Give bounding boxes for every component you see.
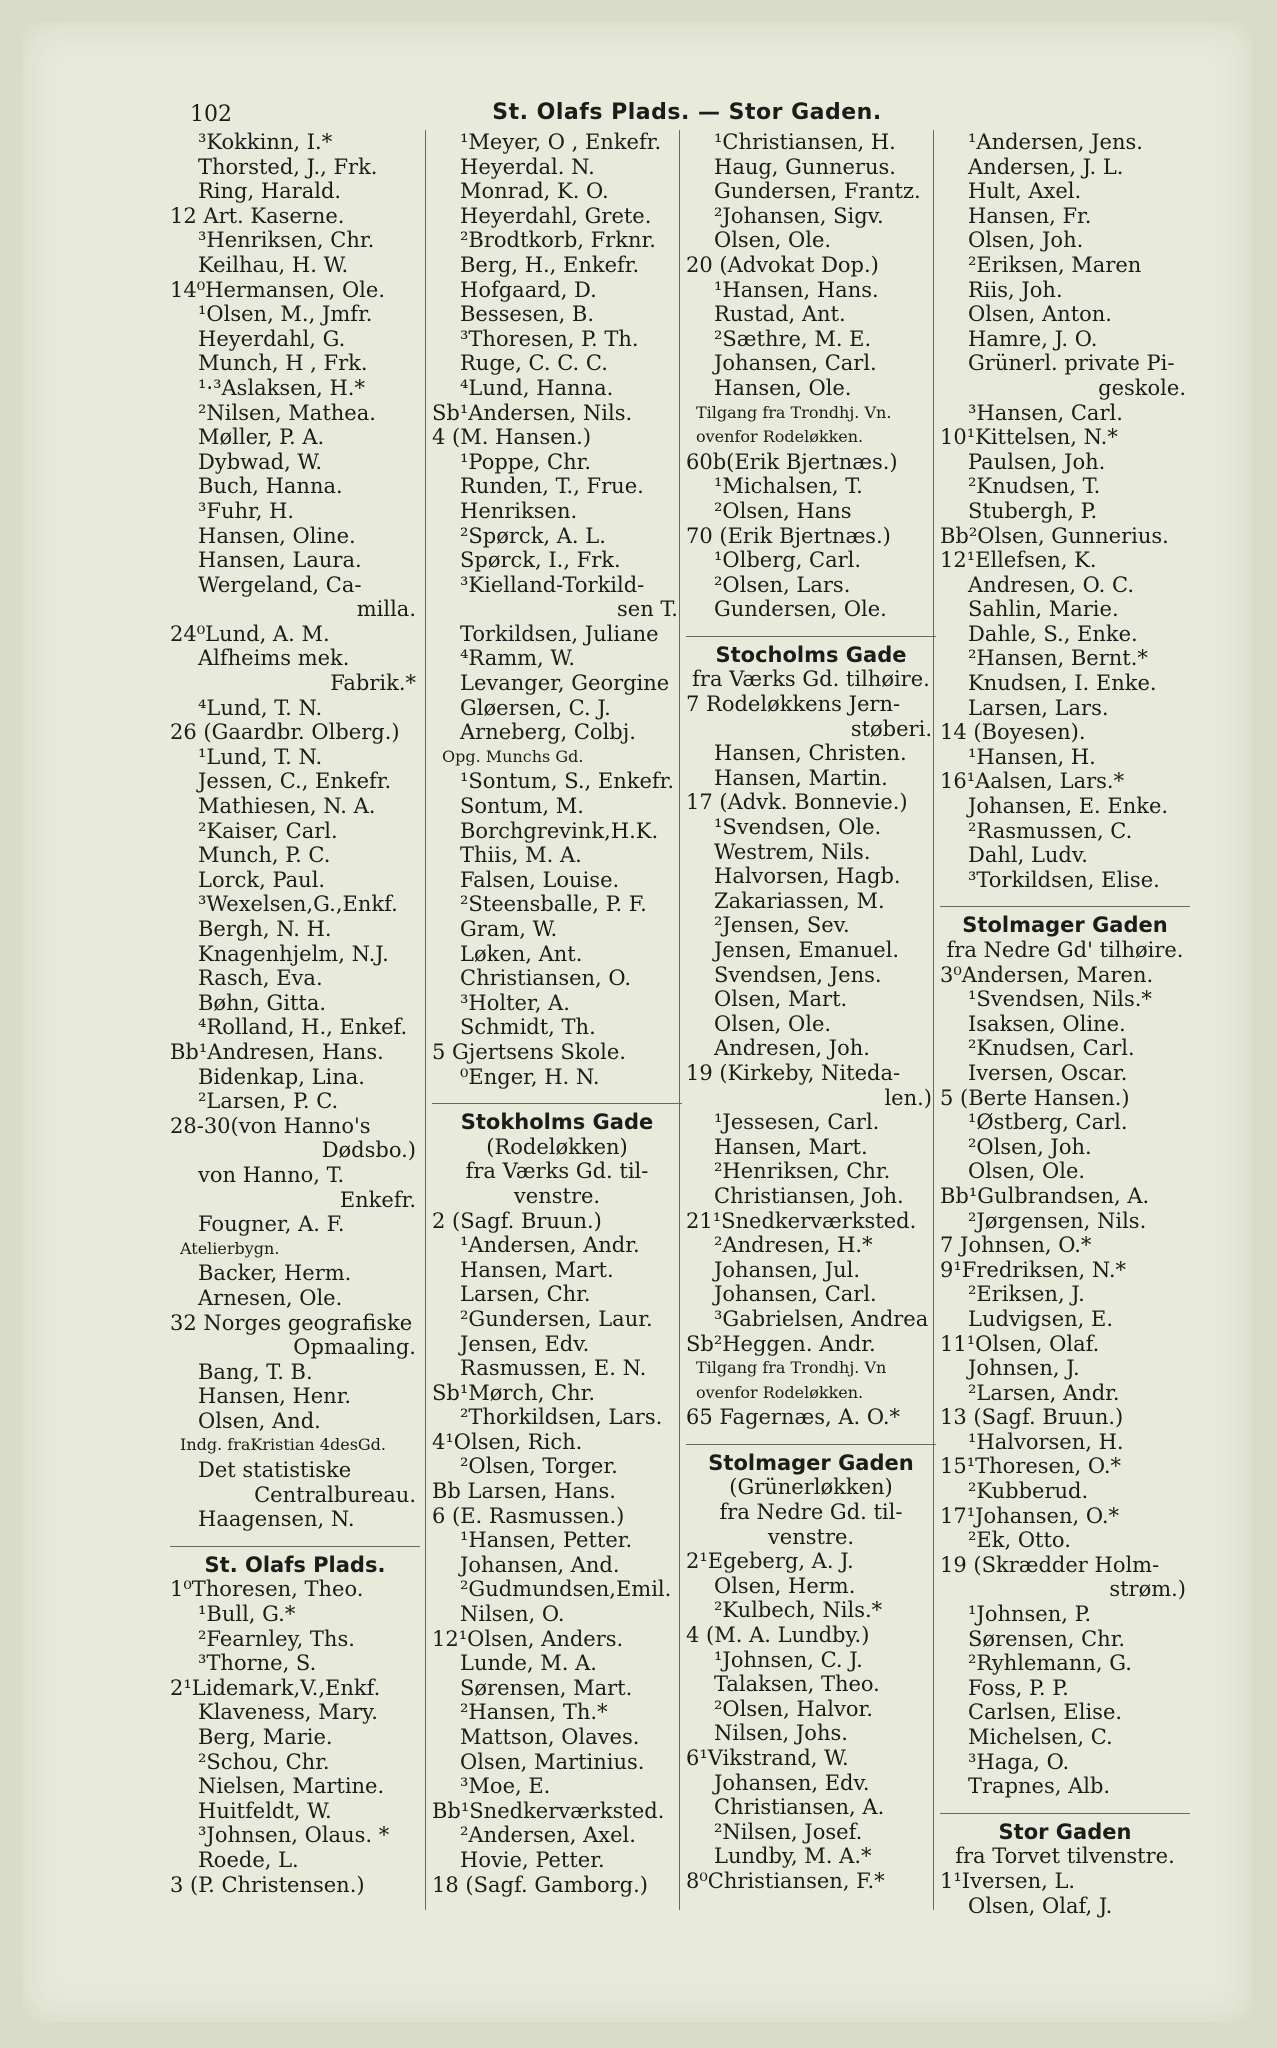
resident-entry: Olsen, Ole.	[714, 228, 832, 253]
address-entry: 1⁰Thoresen, Theo.	[170, 1577, 364, 1602]
resident-entry: Ludvigsen, E.	[968, 1306, 1114, 1331]
address-entry: 70 (Erik Bjertnæs.)	[686, 523, 891, 548]
column-divider	[933, 130, 934, 1910]
resident-entry: Johansen, E. Enke.	[968, 794, 1169, 819]
resident-entry: ¹Hansen, H.	[968, 744, 1096, 769]
resident-entry: ³Moe, E.	[460, 1774, 551, 1799]
address-entry: 8⁰Christiansen, F.*	[686, 1868, 885, 1893]
address-entry: 21¹Snedkerværksted.	[686, 1208, 917, 1233]
resident-entry: Hofgaard, D.	[460, 277, 597, 302]
resident-entry: Olsen, Mart.	[714, 987, 848, 1012]
resident-entry: ²Hansen, Bernt.*	[968, 646, 1148, 671]
resident-entry: ⁴Ramm, W.	[460, 646, 575, 671]
address-entry: 6 (E. Rasmussen.)	[432, 1503, 625, 1528]
resident-entry: ²Gudmundsen,Emil.	[460, 1577, 672, 1602]
resident-entry: Gram, W.	[460, 917, 558, 941]
resident-entry: Arnesen, Ole.	[198, 1285, 343, 1310]
resident-entry: Runden, T., Frue.	[460, 474, 644, 499]
column-divider	[425, 130, 426, 1910]
resident-entry: Foss, P. P.	[968, 1675, 1069, 1700]
resident-entry: Iversen, Oscar.	[968, 1060, 1128, 1085]
address-entry: 16¹Aalsen, Lars.*	[940, 769, 1125, 794]
resident-entry: ²Kaiser, Carl.	[198, 818, 338, 843]
resident-entry: Hansen, Fr.	[968, 203, 1092, 228]
resident-entry: Lunde, M. A.	[460, 1651, 597, 1676]
resident-entry: Dahl, Ludv.	[968, 843, 1088, 868]
street-heading: Stokholms Gade	[432, 1103, 682, 1135]
address-entry: 17 (Advk. Bonnevie.)	[686, 790, 908, 815]
continuation-line: Dødsbo.)	[321, 1138, 416, 1163]
resident-entry: ²Thorkildsen, Lars.	[460, 1405, 663, 1430]
address-entry: 11¹Olsen, Olaf.	[940, 1331, 1100, 1356]
resident-entry: ³Holter, A.	[460, 990, 570, 1015]
address-entry: 4 (M. A. Lundby.)	[686, 1623, 870, 1648]
resident-entry: ³Johnsen, Olaus. *	[198, 1823, 390, 1848]
address-entry: 1¹Iversen, L.	[940, 1868, 1076, 1893]
resident-entry: ¹·³Aslaksen, H.*	[198, 375, 365, 400]
resident-entry: Sontum, M.	[460, 794, 584, 819]
resident-entry: ²Knudsen, T.	[968, 474, 1101, 499]
resident-entry: ²Steensballe, P. F.	[460, 892, 647, 917]
address-entry: 19 (Kirkeby, Niteda-	[686, 1060, 901, 1085]
resident-entry: ²Eriksen, J.	[968, 1282, 1085, 1307]
address-entry: 4¹Olsen, Rich.	[432, 1429, 583, 1454]
resident-entry: Haug, Gunnerus.	[714, 154, 896, 179]
resident-entry: Rustad, Ant.	[714, 302, 846, 327]
resident-entry: Det statistiske	[198, 1458, 352, 1483]
resident-entry: ³Haga, O.	[968, 1749, 1070, 1774]
resident-entry: Wergeland, Ca-	[198, 572, 362, 597]
resident-entry: Berg, H., Enkefr.	[460, 252, 640, 277]
resident-entry: ²Knudsen, Carl.	[968, 1036, 1135, 1061]
resident-entry: Munch, P. C.	[198, 843, 331, 868]
resident-entry: Mattson, Olaves.	[460, 1725, 640, 1749]
address-entry: 7 Johnsen, O.*	[940, 1233, 1092, 1258]
resident-entry: ³Gabrielsen, Andrea	[714, 1306, 929, 1331]
resident-entry: Haagensen, N.	[198, 1507, 355, 1532]
address-entry: 13 (Sagf. Bruun.)	[940, 1405, 1124, 1430]
resident-entry: Mathiesen, N. A.	[198, 794, 376, 819]
resident-entry: Schmidt, Th.	[460, 1015, 596, 1040]
resident-entry: Rasmussen, E. N.	[460, 1356, 647, 1381]
resident-entry: ¹Christiansen, H.	[714, 130, 896, 154]
resident-entry: Jensen, Emanuel.	[714, 938, 900, 962]
resident-entry: Andresen, Joh.	[714, 1036, 870, 1061]
resident-entry: ³Thorne, S.	[198, 1651, 317, 1676]
address-entry: 3⁰Andersen, Maren.	[940, 962, 1154, 987]
resident-entry: ³Fuhr, H.	[198, 498, 295, 523]
address-entry: 5 Gjertsens Skole.	[432, 1039, 626, 1064]
resident-entry: ²Eriksen, Maren	[968, 252, 1142, 277]
street-note: fra Værks Gd. tilhøire.	[692, 667, 930, 692]
address-entry: Bb²Olsen, Gunnerius.	[940, 523, 1169, 548]
resident-entry: Ring, Harald.	[198, 179, 342, 204]
street-note: fra Torvet tilvenstre.	[955, 1844, 1175, 1869]
address-entry: 12¹Olsen, Anders.	[432, 1626, 624, 1651]
street-note: fra Nedre Gd. til-	[719, 1500, 903, 1525]
resident-entry: Hansen, Mart.	[714, 1134, 868, 1159]
address-entry: 3 (P. Christensen.)	[170, 1872, 365, 1897]
page-number: 102	[190, 102, 232, 127]
resident-entry: ¹Johnsen, C. J.	[714, 1647, 863, 1672]
resident-entry: ⁰Enger, H. N.	[460, 1064, 600, 1089]
address-entry: 24⁰Lund, A. M.	[170, 621, 330, 646]
continuation-line: støberi.	[850, 716, 932, 741]
resident-entry: ¹Andersen, Andr.	[460, 1233, 640, 1258]
address-entry: 12¹Ellefsen, K.	[940, 548, 1097, 573]
resident-entry: ³Kokkinn, I.*	[198, 130, 333, 154]
resident-entry: ¹Svendsen, Ole.	[714, 815, 882, 840]
address-entry: 20 (Advokat Dop.)	[686, 252, 879, 277]
resident-entry: ¹Hansen, Petter.	[460, 1528, 633, 1553]
resident-entry: Arneberg, Colbj.	[460, 720, 636, 745]
resident-entry: Olsen, Martinius.	[460, 1749, 645, 1774]
resident-entry: Hansen, Martin.	[714, 765, 888, 790]
resident-entry: Monrad, K. O.	[460, 179, 609, 204]
resident-entry: ¹Olsen, M., Jmfr.	[198, 302, 373, 327]
resident-entry: von Hanno, T.	[198, 1162, 345, 1187]
resident-entry: ²Olsen, Joh.	[968, 1134, 1092, 1159]
note-line: Tilgang fra Trondhj. Vn	[696, 1358, 887, 1378]
address-entry: 2 (Sagf. Bruun.)	[432, 1208, 602, 1233]
street-note: venstre.	[767, 1524, 855, 1549]
resident-entry: Huitfeldt, W.	[198, 1798, 332, 1823]
resident-entry: Ruge, C. C. C.	[460, 351, 608, 376]
resident-entry: Løken, Ant.	[460, 941, 583, 966]
address-entry: Sb¹Mørch, Chr.	[432, 1380, 596, 1405]
address-entry: 4 (M. Hansen.)	[432, 425, 592, 450]
resident-entry: Andersen, J. L.	[968, 154, 1124, 179]
resident-entry: ²Kubberud.	[968, 1479, 1089, 1504]
resident-entry: ²Olsen, Torger.	[460, 1454, 618, 1479]
resident-entry: ²Nilsen, Josef.	[714, 1819, 863, 1844]
column-4	[940, 130, 1190, 1918]
resident-entry: Johnsen, J.	[968, 1356, 1080, 1381]
street-heading: Stor Gaden	[940, 1813, 1190, 1845]
note-line: ovenfor Rodeløkken.	[696, 1382, 864, 1402]
resident-entry: ²Schou, Chr.	[198, 1749, 330, 1774]
street-heading: St. Olafs Plads.	[170, 1546, 420, 1578]
resident-entry: Olsen, Ole.	[968, 1159, 1086, 1184]
resident-entry: Hansen, Ole.	[714, 375, 852, 400]
resident-entry: ²Ryhlemann, G.	[968, 1651, 1132, 1676]
resident-entry: Larsen, Chr.	[460, 1282, 591, 1307]
resident-entry: Heyerdal. N.	[460, 154, 595, 179]
resident-entry: Halvorsen, Hagb.	[714, 864, 901, 889]
resident-entry: Westrem, Nils.	[714, 839, 871, 864]
column-1	[170, 130, 420, 1897]
resident-entry: ¹Olberg, Carl.	[714, 548, 862, 573]
address-entry: 26 (Gaardbr. Olberg.)	[170, 720, 400, 745]
continuation-line: len.)	[884, 1085, 932, 1110]
resident-entry: Johansen, And.	[460, 1552, 620, 1577]
resident-entry: Roede, L.	[198, 1847, 299, 1872]
resident-entry: Thorsted, J., Frk.	[198, 154, 378, 179]
address-entry: 18 (Sagf. Gamborg.)	[432, 1872, 648, 1897]
address-entry: 6¹Vikstrand, W.	[686, 1746, 849, 1770]
resident-entry: ¹Johnsen, P.	[968, 1602, 1092, 1627]
address-entry: 2¹Lidemark,V.,Enkf.	[170, 1675, 381, 1700]
resident-entry: Munch, H , Frk.	[198, 351, 368, 376]
resident-entry: Bergh, N. H.	[198, 917, 332, 941]
resident-entry: Stubergh, P.	[968, 498, 1098, 523]
street-heading: Stolmager Gaden	[940, 906, 1190, 938]
resident-entry: Gundersen, Ole.	[714, 597, 887, 622]
resident-entry: Fougner, A. F.	[198, 1212, 345, 1237]
address-entry: 2¹Egeberg, A. J.	[686, 1549, 854, 1574]
resident-entry: Bessesen, B.	[460, 302, 595, 327]
note-line: ovenfor Rodeløkken.	[696, 427, 864, 447]
resident-entry: Gundersen, Frantz.	[714, 179, 921, 204]
resident-entry: Andresen, O. C.	[968, 572, 1135, 597]
resident-entry: Bøhn, Gitta.	[198, 990, 327, 1015]
address-entry: 32 Norges geografiske	[170, 1310, 413, 1335]
street-note: (Grünerløkken)	[729, 1475, 893, 1500]
resident-entry: Buch, Hanna.	[198, 474, 343, 499]
resident-entry: Jensen, Edv.	[460, 1331, 590, 1356]
resident-entry: Heyerdahl, G.	[198, 326, 346, 351]
resident-entry: Olsen, Ole.	[714, 1011, 832, 1036]
resident-entry: ³Thoresen, P. Th.	[460, 326, 639, 351]
column-2	[432, 130, 682, 1897]
address-entry: 7 Rodeløkkens Jern-	[686, 692, 901, 717]
resident-entry: Christiansen, A.	[714, 1795, 885, 1820]
resident-entry: ²Hansen, Th.*	[460, 1700, 608, 1725]
resident-entry: Heyerdahl, Grete.	[460, 203, 652, 228]
resident-entry: ⁴Lund, Hanna.	[460, 375, 614, 400]
resident-entry: ²Brodtkorb, Frknr.	[460, 228, 656, 253]
note-line: Indg. fraKristian 4desGd.	[180, 1435, 387, 1455]
resident-entry: ²Ek, Otto.	[968, 1528, 1071, 1553]
column-divider	[679, 130, 680, 1910]
resident-entry: Hansen, Christen.	[714, 741, 907, 766]
resident-entry: Hovie, Petter.	[460, 1847, 605, 1872]
resident-entry: Møller, P. A.	[198, 425, 325, 450]
resident-entry: Michelsen, C.	[968, 1725, 1113, 1749]
resident-entry: ²Andresen, H.*	[714, 1233, 873, 1258]
continuation-line: strøm.)	[1109, 1577, 1186, 1602]
resident-entry: ²Kulbech, Nils.*	[714, 1598, 883, 1623]
resident-entry: Johansen, Edv.	[714, 1770, 870, 1795]
resident-entry: Hansen, Oline.	[198, 523, 356, 548]
resident-entry: ²Spørck, A. L.	[460, 523, 606, 548]
street-heading: Stolmager Gaden	[686, 1444, 936, 1476]
resident-entry: ¹Lund, T. N.	[198, 744, 323, 769]
resident-entry: Thiis, M. A.	[460, 843, 582, 868]
resident-entry: Spørck, I., Frk.	[460, 548, 621, 573]
resident-entry: ²Larsen, Andr.	[968, 1380, 1120, 1405]
resident-entry: Gløersen, C. J.	[460, 695, 611, 720]
resident-entry: Knudsen, I. Enke.	[968, 671, 1157, 696]
resident-entry: Nielsen, Martine.	[198, 1774, 385, 1799]
continuation-line: sen T.	[616, 597, 678, 622]
address-entry: 12 Art. Kaserne.	[170, 203, 345, 228]
resident-entry: Olsen, Anton.	[968, 302, 1112, 327]
continuation-line: Centralbureau.	[254, 1482, 416, 1507]
address-entry: Bb Larsen, Hans.	[432, 1479, 616, 1504]
resident-entry: Borchgrevink,H.K.	[460, 818, 659, 843]
resident-entry: ³Torkildsen, Elise.	[968, 867, 1160, 892]
resident-entry: Henriksen.	[460, 498, 578, 523]
address-entry: 19 (Skrædder Holm-	[940, 1552, 1160, 1577]
page-title: St. Olafs Plads. — Stor Gaden.	[492, 100, 882, 125]
resident-entry: Sørensen, Mart.	[460, 1675, 633, 1700]
resident-entry: ²Nilsen, Mathea.	[198, 400, 376, 425]
resident-entry: Sørensen, Chr.	[968, 1626, 1126, 1651]
resident-entry: Larsen, Lars.	[968, 695, 1109, 720]
address-entry: Sb¹Andersen, Nils.	[432, 400, 633, 425]
address-entry: Bb¹Gulbrandsen, A.	[940, 1183, 1150, 1208]
resident-entry: Hansen, Mart.	[460, 1257, 614, 1282]
resident-entry: ²Henriksen, Chr.	[714, 1159, 891, 1184]
resident-entry: Johansen, Carl.	[714, 1282, 877, 1307]
resident-entry: Hansen, Laura.	[198, 548, 362, 573]
street-note: fra Nedre Gd' tilhøire.	[946, 938, 1184, 962]
address-entry: Bb¹Andresen, Hans.	[170, 1039, 384, 1064]
resident-entry: Paulsen, Joh.	[968, 449, 1106, 474]
resident-entry: Olsen, And.	[198, 1408, 321, 1433]
address-entry: 10¹Kittelsen, N.*	[940, 425, 1118, 450]
resident-entry: Svendsen, Jens.	[714, 962, 882, 987]
note-line: Tilgang fra Trondhj. Vn.	[696, 402, 892, 422]
column-3	[686, 130, 936, 1894]
resident-entry: ¹Hansen, Hans.	[714, 277, 879, 302]
resident-entry: Carlsen, Elise.	[968, 1700, 1123, 1725]
resident-entry: Olsen, Joh.	[968, 228, 1084, 253]
resident-entry: ¹Poppe, Chr.	[460, 449, 592, 474]
resident-entry: ¹Jessesen, Carl.	[714, 1110, 880, 1135]
resident-entry: Bidenkap, Lina.	[198, 1064, 365, 1089]
resident-entry: ²Johansen, Sigv.	[714, 203, 884, 228]
resident-entry: ²Rasmussen, C.	[968, 818, 1133, 843]
resident-entry: ²Andersen, Axel.	[460, 1823, 636, 1848]
resident-entry: ²Jensen, Sev.	[714, 913, 850, 938]
resident-entry: Dybwad, W.	[198, 449, 323, 474]
resident-entry: Klaveness, Mary.	[198, 1700, 378, 1725]
resident-entry: Sahlin, Marie.	[968, 597, 1119, 622]
resident-entry: ¹Østberg, Carl.	[968, 1110, 1128, 1135]
address-entry: 9¹Fredriksen, N.*	[940, 1257, 1127, 1282]
address-entry: 15¹Thoresen, O.*	[940, 1454, 1122, 1479]
resident-entry: ¹Sontum, S., Enkefr.	[460, 769, 675, 794]
resident-entry: Johansen, Carl.	[714, 351, 877, 376]
address-entry: 28-30(von Hanno's	[170, 1113, 371, 1138]
address-entry: 17¹Johansen, O.*	[940, 1503, 1120, 1528]
address-entry: Bb¹Snedkerværksted.	[432, 1798, 665, 1823]
resident-entry: Zakariassen, M.	[714, 888, 885, 913]
resident-entry: Jessen, C., Enkefr.	[198, 769, 392, 794]
resident-entry: Isaksen, Oline.	[968, 1011, 1126, 1036]
continuation-line: Fabrik.*	[330, 671, 416, 696]
resident-entry: Nilsen, Johs.	[714, 1721, 848, 1746]
resident-entry: ¹Bull, G.*	[198, 1602, 296, 1627]
address-entry: Sb²Heggen. Andr.	[686, 1331, 876, 1356]
resident-entry: Hamre, J. O.	[968, 326, 1098, 351]
resident-entry: Rasch, Eva.	[198, 966, 323, 991]
address-entry: 14 (Boyesen).	[940, 720, 1086, 745]
address-entry: 5 (Berte Hansen.)	[940, 1085, 1130, 1110]
resident-entry: ²Olsen, Hans	[714, 498, 852, 523]
resident-entry: ¹Halvorsen, H.	[968, 1429, 1124, 1454]
street-note: venstre.	[513, 1183, 601, 1208]
resident-entry: Olsen, Olaf, J.	[968, 1893, 1113, 1918]
resident-entry: ²Fearnley, Ths.	[198, 1626, 355, 1651]
resident-entry: Johansen, Jul.	[714, 1257, 861, 1282]
continuation-line: geskole.	[1098, 375, 1186, 400]
note-line: Atelierbygn.	[180, 1238, 280, 1258]
resident-entry: Knagenhjelm, N.J.	[198, 941, 389, 966]
resident-entry: Dahle, S., Enke.	[968, 621, 1138, 646]
resident-entry: Nilsen, O.	[460, 1602, 565, 1627]
resident-entry: ²Jørgensen, Nils.	[968, 1208, 1147, 1233]
resident-entry: ¹Andersen, Jens.	[968, 130, 1143, 154]
resident-entry: ³Hansen, Carl.	[968, 400, 1123, 425]
resident-entry: Hansen, Henr.	[198, 1384, 352, 1409]
resident-entry: Keilhau, H. W.	[198, 252, 349, 277]
resident-entry: Trapnes, Alb.	[968, 1774, 1111, 1799]
continuation-line: milla.	[356, 597, 416, 622]
resident-entry: Bang, T. B.	[198, 1359, 313, 1384]
resident-entry: Lorck, Paul.	[198, 867, 326, 892]
street-note: (Rodeløkken)	[486, 1134, 628, 1159]
continuation-line: Enkefr.	[339, 1187, 416, 1212]
street-note: fra Værks Gd. til-	[465, 1159, 649, 1184]
resident-entry: Grünerl. private Pi-	[968, 351, 1175, 376]
resident-entry: ¹Svendsen, Nils.*	[968, 987, 1152, 1012]
resident-entry: ³Kielland-Torkild-	[460, 572, 645, 597]
address-entry: 14⁰Hermansen, Ole.	[170, 277, 385, 302]
resident-entry: ⁴Lund, T. N.	[198, 695, 323, 720]
resident-entry: Berg, Marie.	[198, 1725, 333, 1749]
note-line: Opg. Munchs Gd.	[442, 746, 584, 766]
resident-entry: ²Gundersen, Laur.	[460, 1306, 653, 1331]
resident-entry: Falsen, Louise.	[460, 867, 620, 892]
page-header	[172, 94, 1202, 134]
resident-entry: Torkildsen, Juliane	[460, 621, 659, 646]
street-heading: Stocholms Gade	[686, 636, 936, 668]
address-entry: 60b(Erik Bjertnæs.)	[686, 449, 898, 474]
resident-entry: Olsen, Herm.	[714, 1573, 856, 1598]
continuation-line: Opmaaling.	[293, 1335, 416, 1360]
resident-entry: Alfheims mek.	[198, 646, 350, 671]
resident-entry: Backer, Herm.	[198, 1261, 352, 1286]
resident-entry: Levanger, Georgine	[460, 671, 670, 696]
resident-entry: ¹Meyer, O , Enkefr.	[460, 130, 662, 154]
resident-entry: ¹Michalsen, T.	[714, 474, 863, 499]
resident-entry: ²Olsen, Halvor.	[714, 1696, 873, 1721]
resident-entry: ²Larsen, P. C.	[198, 1089, 339, 1114]
resident-entry: Christiansen, O.	[460, 966, 632, 991]
resident-entry: Talaksen, Theo.	[714, 1672, 880, 1697]
resident-entry: ⁴Rolland, H., Enkef.	[198, 1015, 408, 1040]
resident-entry: ³Wexelsen,G.,Enkf.	[198, 892, 398, 917]
resident-entry: ²Olsen, Lars.	[714, 572, 851, 597]
resident-entry: Hult, Axel.	[968, 179, 1082, 204]
address-entry: 65 Fagernæs, A. O.*	[686, 1405, 901, 1430]
resident-entry: Lundby, M. A.*	[714, 1844, 872, 1869]
resident-entry: Riis, Joh.	[968, 277, 1063, 302]
resident-entry: Christiansen, Joh.	[714, 1183, 904, 1208]
resident-entry: ²Sæthre, M. E.	[714, 326, 872, 351]
resident-entry: ³Henriksen, Chr.	[198, 228, 375, 253]
